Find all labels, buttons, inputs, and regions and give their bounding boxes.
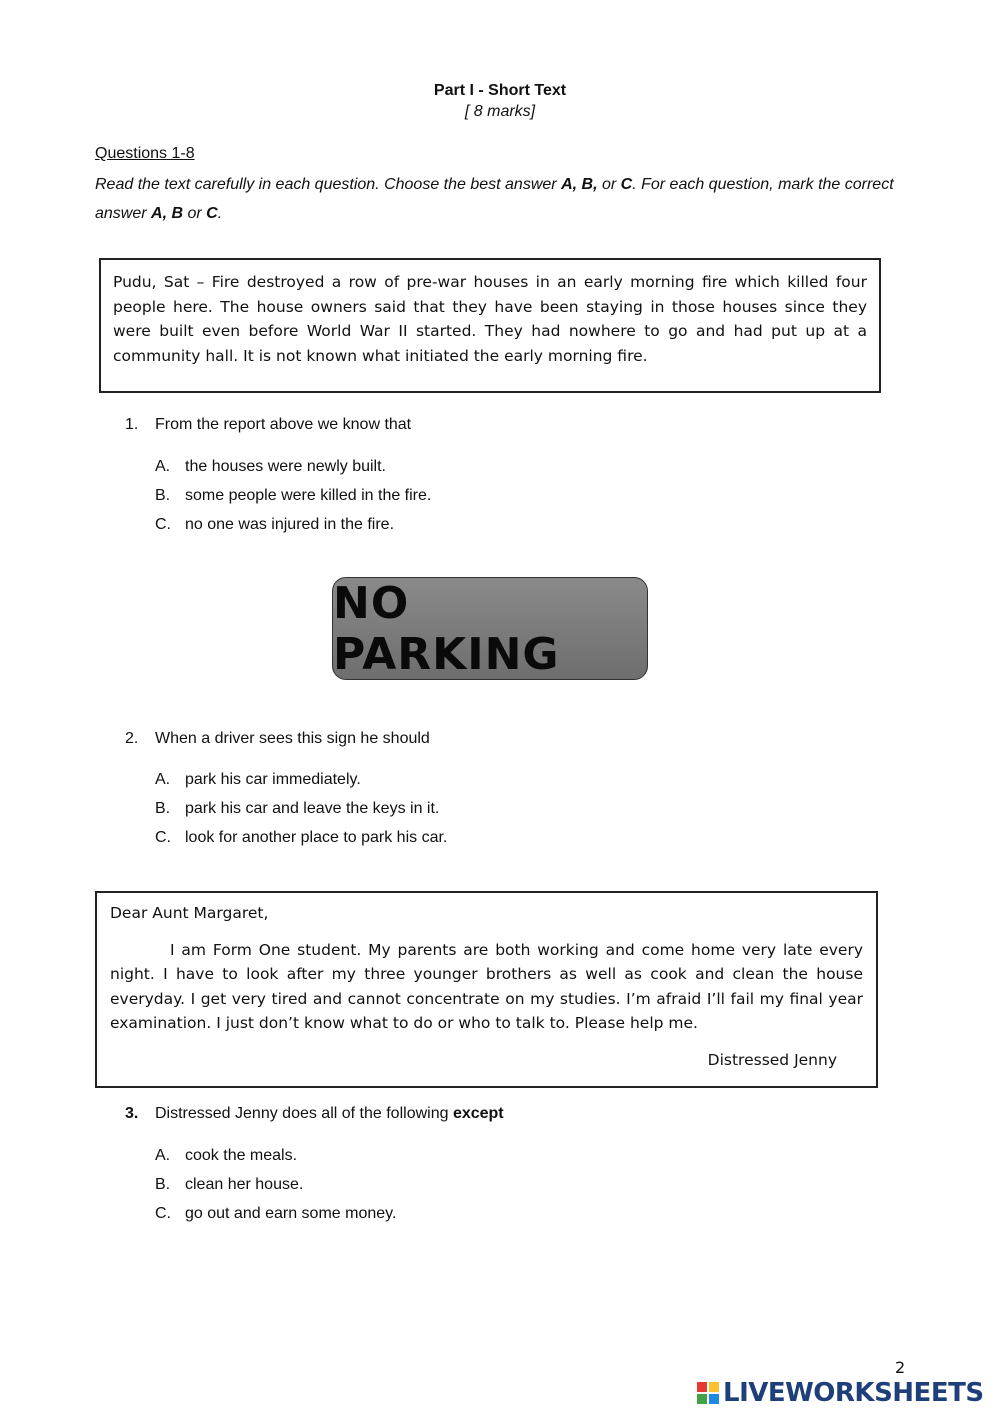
option-text: no one was injured in the fire.: [185, 516, 395, 533]
logo-text: LIVEWORKSHEETS: [723, 1378, 984, 1408]
question-1: [125, 416, 411, 434]
instructions: Read the text carefully in each question. Choose the best answer A, B, or C. For each question, mark the correct answer A, B or C.: [95, 176, 894, 222]
q3-option-a[interactable]: [155, 1147, 297, 1165]
letter-box: [95, 891, 878, 1088]
q2-option-b[interactable]: [155, 800, 439, 818]
questions-range: Questions 1-8: [95, 145, 195, 162]
letter-body: I am Form One student. My parents are both working and come home very late every night. I have to look after my three younger brothers as well as cook and clean the house everyday. I get very tired and cannot concentrate on my studies. I’m afraid I’ll fail my final year examination. I just don’t know what to do or who to talk to. Please help me.: [110, 940, 863, 1032]
option-text: the houses were newly built.: [185, 458, 386, 475]
q1-option-a[interactable]: [155, 458, 386, 476]
option-letter: A.: [155, 458, 171, 475]
q3-option-b[interactable]: [155, 1176, 303, 1194]
option-letter: B.: [155, 1176, 171, 1193]
option-text: some people were killed in the fire.: [185, 487, 432, 504]
option-letter: C.: [155, 829, 171, 846]
option-text: go out and earn some money.: [185, 1205, 397, 1222]
option-text: clean her house.: [185, 1176, 304, 1193]
question-text: Distressed Jenny does all of the following: [155, 1105, 453, 1122]
q1-option-c[interactable]: [155, 516, 394, 534]
page-number: 2: [895, 1358, 906, 1377]
liveworksheets-logo[interactable]: [697, 1378, 984, 1408]
question-number: 1.: [125, 416, 139, 433]
option-text: cook the meals.: [185, 1147, 298, 1164]
question-text: When a driver sees this sign he should: [155, 730, 430, 747]
option-letter: A.: [155, 771, 171, 788]
sign-text: NO PARKING: [333, 577, 560, 680]
option-letter: B.: [155, 800, 171, 817]
question-text: From the report above we know that: [155, 416, 412, 433]
option-letter: C.: [155, 516, 171, 533]
option-text: park his car immediately.: [185, 771, 361, 788]
option-letter: A.: [155, 1147, 171, 1164]
q1-option-b[interactable]: [155, 487, 431, 505]
question-number: 3.: [125, 1105, 139, 1122]
question-number: 2.: [125, 730, 139, 747]
letter-salutation: Dear Aunt Margaret,: [110, 904, 269, 922]
section-title: Part I - Short Text: [433, 82, 567, 99]
q3-option-c[interactable]: [155, 1205, 396, 1223]
option-text: park his car and leave the keys in it.: [185, 800, 440, 817]
option-letter: C.: [155, 1205, 171, 1222]
q2-option-c[interactable]: [155, 829, 447, 847]
news-passage-text: Pudu, Sat – Fire destroyed a row of pre-war houses in an early morning fire which killed four people here. The house owners said that they have been staying in those houses since they were built even before World War II started. They had nowhere to go and had put up at a community hall. It is not known what initiated the early morning fire.: [113, 273, 867, 365]
section-marks: [ 8 marks]: [464, 103, 536, 120]
question-2: [125, 730, 430, 748]
option-text: look for another place to park his car.: [185, 829, 448, 846]
question-text-emphasis: except: [452, 1105, 504, 1122]
no-parking-sign: [332, 577, 648, 680]
q2-option-a[interactable]: [155, 771, 361, 789]
logo-blocks-icon: [697, 1382, 719, 1404]
option-letter: B.: [155, 487, 171, 504]
letter-signature: Distressed Jenny: [707, 1050, 837, 1069]
news-passage-box: [99, 258, 881, 393]
question-3: [125, 1105, 504, 1123]
